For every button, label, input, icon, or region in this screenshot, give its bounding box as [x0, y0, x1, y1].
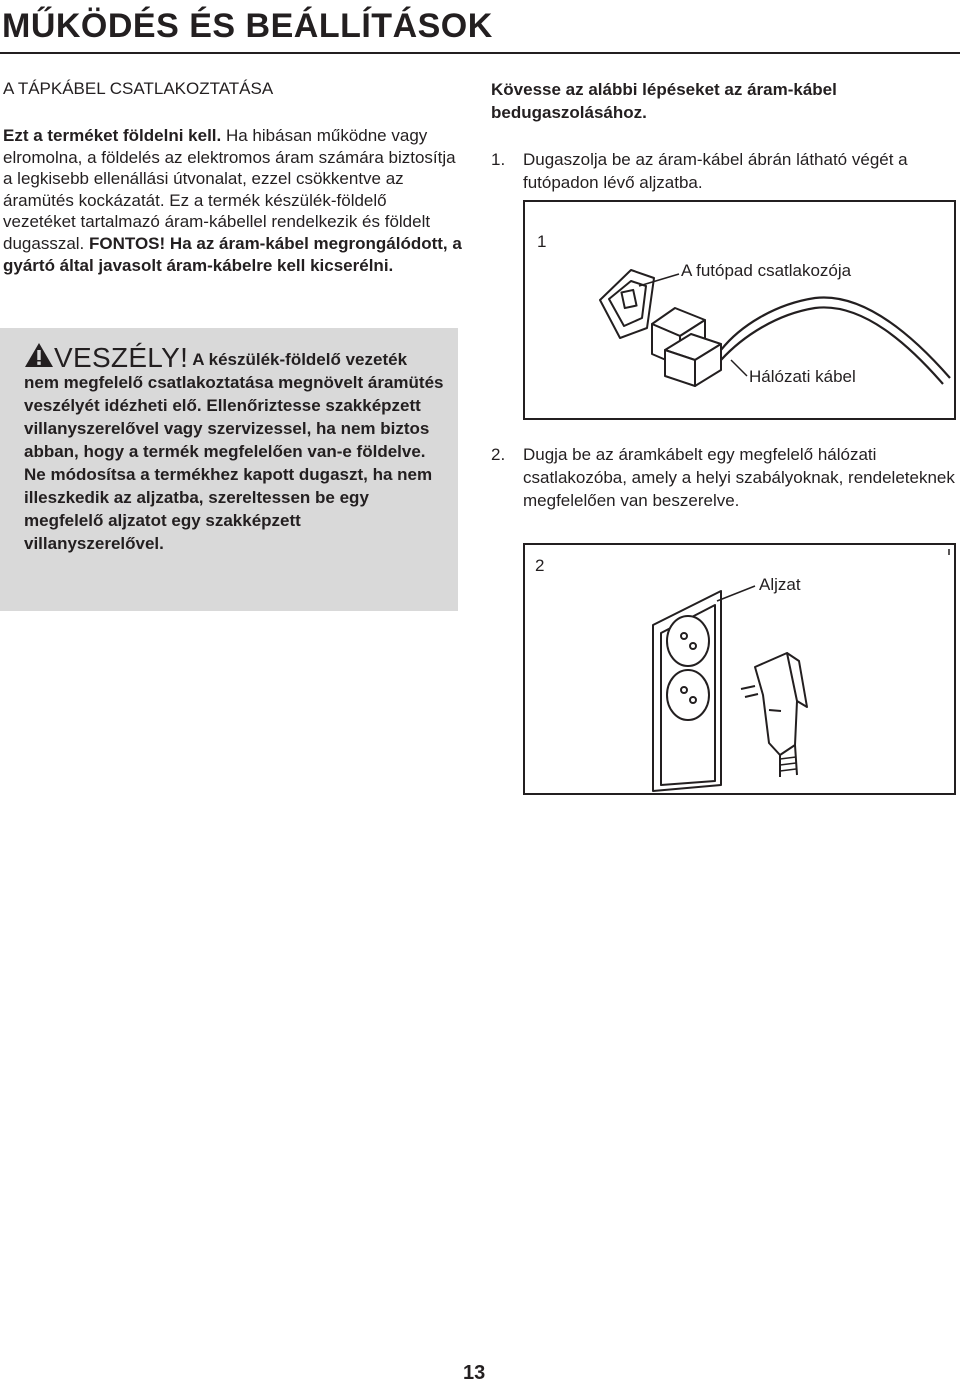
socket-and-cable-drawing [525, 202, 954, 418]
outlet-label: Aljzat [759, 575, 801, 594]
step-2 [491, 443, 956, 513]
warning-triangle-icon [24, 342, 54, 368]
wall-outlet-and-plug-drawing [525, 545, 954, 793]
grounding-text: Ha hibásan működne vagy elromolna, a földelés az elektromos áram számára biztosítja a legkisebb ellenállási útvonalat, ezzel csökkentve az áramütés kockázatát. Ez a termék készülék-földelő vezetéket tartalmazó áram-kábellel rendelkezik és földelt dugasszal. [3, 126, 456, 253]
treadmill-socket-label: A futópad csatlakozója [681, 261, 852, 280]
left-column [3, 78, 463, 276]
page-title: MŰKÖDÉS ÉS BEÁLLÍTÁSOK [2, 7, 493, 45]
figure-1 [523, 200, 956, 420]
figure-2 [523, 543, 956, 795]
danger-warning-box [0, 328, 458, 611]
power-cable-label: Hálózati kábel [749, 367, 856, 386]
steps-intro: Kövesse az alábbi lépéseket az áram-kábel bedugaszolásához. [491, 80, 837, 122]
warning-heading: VESZÉLY! [54, 342, 189, 373]
page-number: 13 [463, 1362, 486, 1384]
warning-body: A készülék-földelő vezeték nem megfelelő csatlakoztatása megnövelt áramütés veszélyét idézheti elő. Ellenőriztesse szakképzett villanyszerelővel vagy szervizessel, ha nem biztos abban, hogy a termék megfelelően van-e földelve. Ne módosítsa a termékhez kapott dugaszt, ha nem illeszkedik az aljzatba, szereltessen be egy megfelelő aljzatot egy szakképzett villanyszerelővel. [24, 350, 444, 553]
step-2-number: 2. [491, 445, 506, 464]
step-1-number: 1. [491, 150, 506, 169]
section-title: A TÁPKÁBEL CSATLAKOZTATÁSA [3, 79, 274, 98]
important-label: FONTOS! [89, 233, 166, 253]
right-column [491, 78, 956, 124]
step-1 [491, 148, 956, 194]
figure-1-number: 1 [537, 232, 547, 251]
warning-text-block [24, 342, 444, 555]
title-divider [0, 52, 960, 54]
grounding-paragraph [3, 125, 463, 276]
figure-2-number: 2 [535, 556, 545, 575]
step-1-text: Dugaszolja be az áram-kábel ábrán látható végét a futópadon lévő aljzatba. [523, 150, 908, 192]
step-2-text: Dugja be az áramkábelt egy megfelelő hálózati csatlakozóba, amely a helyi szabályoknak, rendeleteknek megfelelően van beszerelve. [523, 445, 955, 510]
grounding-bold-end: Ha az áram-kábel megrongálódott, a gyártó által javasolt áram-kábelre kell kicserélni. [3, 233, 462, 275]
grounding-bold-lead: Ezt a terméket földelni kell. [3, 126, 222, 145]
